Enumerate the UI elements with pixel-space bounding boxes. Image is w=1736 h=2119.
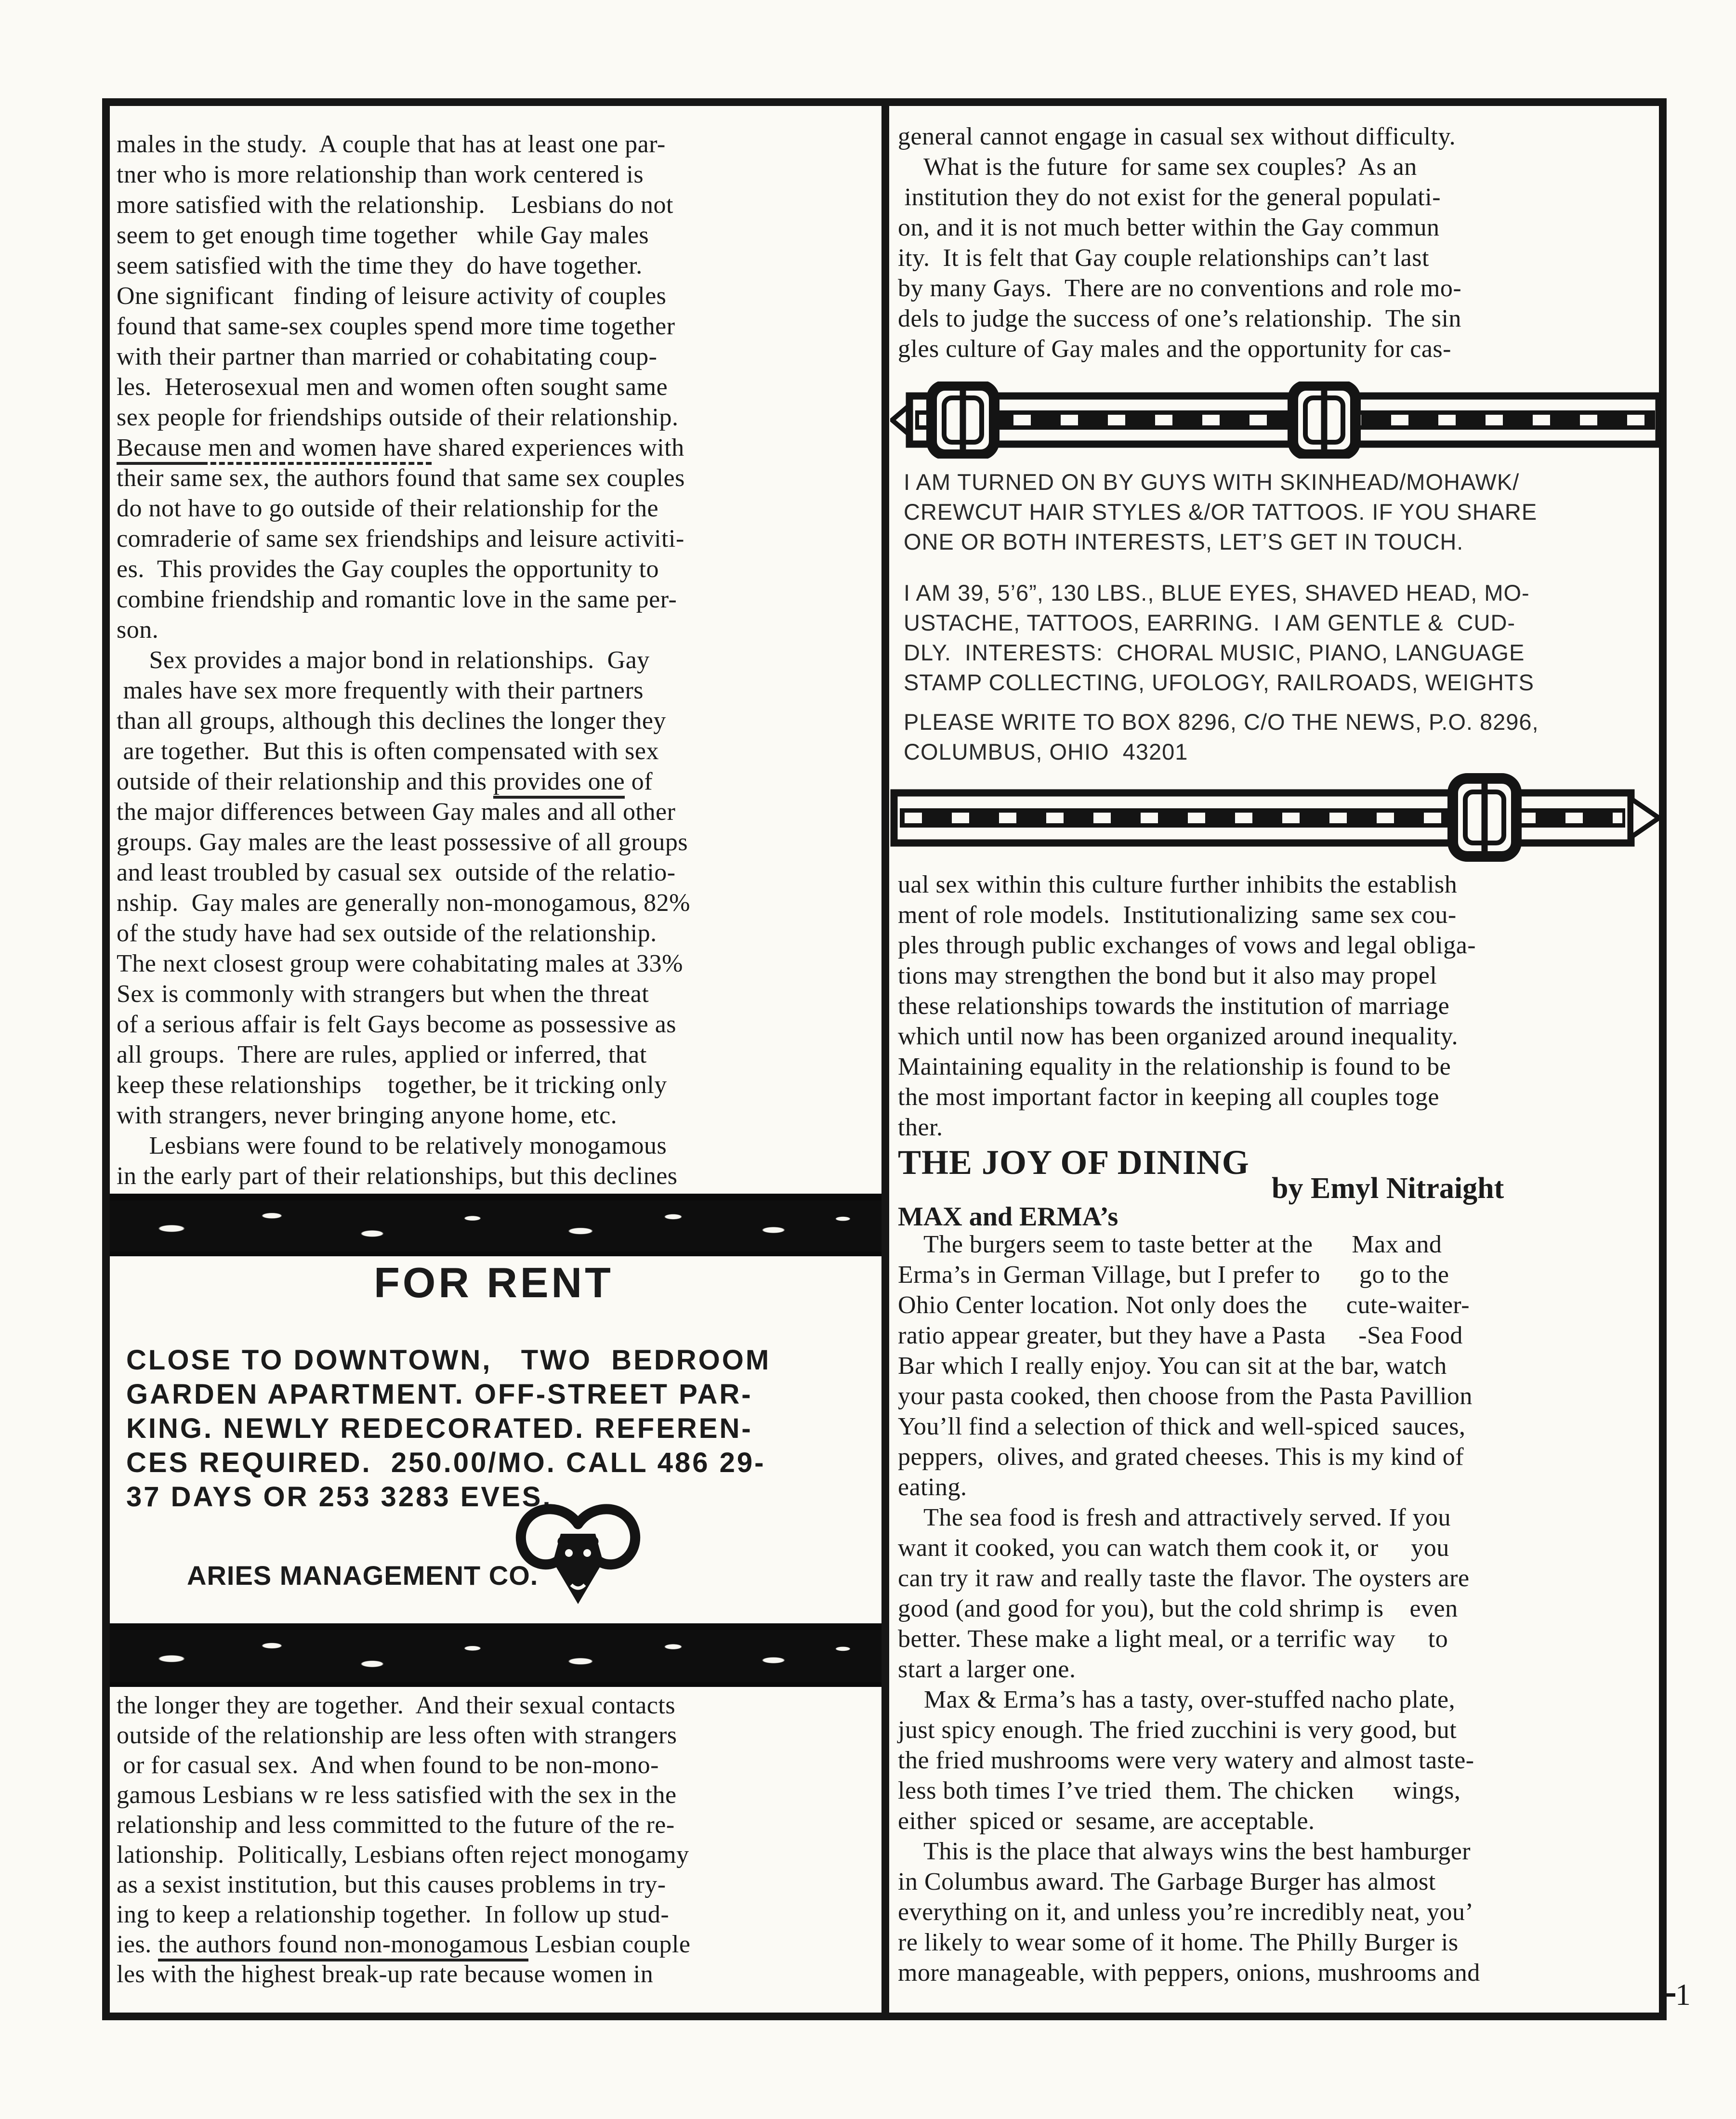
belt-border-top-icon — [890, 382, 1661, 459]
text-line: on, and it is not much better within the Gay commun — [898, 214, 1440, 241]
text-line: sex people for friendships outside of their relationship. — [117, 404, 679, 431]
text-line: in the early part of their relationships, but this declines — [117, 1162, 678, 1190]
text-line: KING. NEWLY REDECORATED. REFEREN- — [126, 1413, 753, 1444]
text-line: ment of role models. Institutionalizing same sex cou- — [898, 901, 1457, 929]
text-line: USTACHE, TATTOOS, EARRING. I AM GENTLE & CUD- — [904, 610, 1516, 635]
page-number-tick — [1659, 1993, 1675, 1997]
for-rent-company-name: ARIES MANAGEMENT CO. — [187, 1560, 539, 1591]
text-line: the most important factor in keeping all couples toge — [898, 1083, 1439, 1111]
text-line: ing to keep a relationship together. In follow up stud- — [117, 1901, 670, 1928]
dining-subhead-restaurant: MAX and ERMA’s — [898, 1202, 1118, 1232]
text-line: nship. Gay males are generally non-monogamous, 82% — [117, 889, 690, 917]
text-line: Maintaining equality in the relationship is found to be — [898, 1053, 1451, 1080]
text-line-underlined: Because men and women have shared experiences with — [117, 433, 877, 463]
text-line: better. These make a light meal, or a terrific way to — [898, 1625, 1448, 1653]
personal-ad-paragraph-2 — [904, 578, 1655, 698]
text-line: GARDEN APARTMENT. OFF-STREET PAR- — [126, 1379, 753, 1410]
text-line: 37 DAYS OR 253 3283 EVES. — [126, 1481, 552, 1513]
dining-section-heading: THE JOY OF DINING — [898, 1143, 1249, 1182]
text-line: lationship. Politically, Lesbians often reject monogamy — [117, 1841, 689, 1869]
text-line: males in the study. A couple that has at least one par- — [117, 131, 666, 158]
text-line: One significant finding of leisure activity of couples — [117, 282, 667, 310]
text-line: ther. — [898, 1114, 943, 1141]
text-line: in Columbus award. The Garbage Burger has almost — [898, 1868, 1436, 1895]
text-line: the fried mushrooms were very watery and almost taste- — [898, 1747, 1474, 1774]
left-article-bottom — [117, 1691, 877, 1989]
text-line: their same sex, the authors found that same sex couples — [117, 464, 685, 492]
text-line: ples through public exchanges of vows and legal obliga- — [898, 932, 1476, 959]
text-line: as a sexist institution, but this causes problems in try- — [117, 1871, 666, 1898]
text-line: with their partner than married or cohabitating coup- — [117, 343, 658, 370]
dining-review-text — [898, 1229, 1657, 1988]
text-line: CREWCUT HAIR STYLES &/OR TATTOOS. IF YOU SHARE — [904, 499, 1538, 525]
text-line: can try it raw and really taste the flavor. The oysters are — [898, 1565, 1470, 1592]
text-line: The next closest group were cohabitating males at 33% — [117, 950, 683, 977]
text-line: comraderie of same sex friendships and leisure activiti- — [117, 525, 684, 553]
text-line: CLOSE TO DOWNTOWN, TWO BEDROOM — [126, 1344, 771, 1376]
text-line: which until now has been organized around inequality. — [898, 1023, 1458, 1050]
text-line: by many Gays. There are no conventions and role mo- — [898, 275, 1462, 302]
text-line: gamous Lesbians w re less satisfied with the sex in the — [117, 1781, 677, 1809]
text-line: of the study have had sex outside of the relationship. — [117, 920, 657, 947]
text-line: les with the highest break-up rate because women in — [117, 1961, 654, 1988]
right-article-top — [898, 121, 1657, 364]
text-line: ity. It is felt that Gay couple relationships can’t last — [898, 244, 1429, 272]
text-line: The sea food is fresh and attractively served. If you — [898, 1504, 1451, 1531]
text-line: re likely to wear some of it home. The Philly Burger is — [898, 1929, 1459, 1956]
text-line: more satisfied with the relationship. Lesbians do not — [117, 191, 673, 219]
text-line: just spicy enough. The fried zucchini is very good, but — [898, 1716, 1457, 1744]
text-line: the longer they are together. And their sexual contacts — [117, 1692, 676, 1719]
text-line: general cannot engage in casual sex without difficulty. — [898, 123, 1456, 150]
text-line: Max & Erma’s has a tasty, over-stuffed nacho plate, — [898, 1686, 1456, 1713]
text-line: les. Heterosexual men and women often sought same — [117, 373, 668, 401]
personal-ad-paragraph-3 — [904, 707, 1655, 767]
text-line: Bar which I really enjoy. You can sit at the bar, watch — [898, 1352, 1447, 1380]
classified-divider-band-bottom — [110, 1623, 881, 1687]
text-line: dels to judge the success of one’s relationship. The sin — [898, 305, 1461, 332]
text-line: Sex provides a major bond in relationships. Gay — [117, 646, 650, 674]
text-line: and least troubled by casual sex outside of the relatio- — [117, 859, 676, 886]
text-line: COLUMBUS, OHIO 43201 — [904, 739, 1188, 764]
text-line: seem satisfied with the time they do have together. — [117, 252, 643, 279]
text-line: good (and good for you), but the cold shrimp is even — [898, 1595, 1458, 1622]
text-line: seem to get enough time together while Gay males — [117, 222, 649, 249]
text-line: I AM TURNED ON BY GUYS WITH SKINHEAD/MOHAWK/ — [904, 469, 1520, 495]
text-line: ual sex within this culture further inhibits the establish — [898, 871, 1458, 898]
text-line: do not have to go outside of their relationship for the — [117, 495, 659, 522]
text-line: with strangers, never bringing anyone home, etc. — [117, 1102, 618, 1129]
text-line: combine friendship and romantic love in the same per- — [117, 586, 677, 613]
text-line: everything on it, and unless you’re incredibly neat, you’ — [898, 1898, 1474, 1926]
text-line: relationship and less committed to the future of the re- — [117, 1811, 675, 1839]
page-number: 1 — [1675, 1977, 1691, 2012]
text-line: Erma’s in German Village, but I prefer to go to the — [898, 1261, 1449, 1289]
text-line: I AM 39, 5’6”, 130 LBS., BLUE EYES, SHAVED HEAD, MO- — [904, 580, 1530, 605]
for-rent-ad-text — [126, 1343, 849, 1514]
text-line: either spiced or sesame, are acceptable. — [898, 1807, 1315, 1835]
text-line: STAMP COLLECTING, UFOLOGY, RAILROADS, WEIGHTS — [904, 670, 1535, 695]
text-line: institution they do not exist for the general populati- — [898, 184, 1441, 211]
text-line: or for casual sex. And when found to be non-mono- — [117, 1751, 659, 1779]
text-line: peppers, olives, and grated cheeses. This is my kind of — [898, 1443, 1464, 1471]
text-line: the major differences between Gay males and all other — [117, 798, 676, 826]
text-line: DLY. INTERESTS: CHORAL MUSIC, PIANO, LANGUAGE — [904, 640, 1525, 665]
belt-border-bottom-icon — [890, 771, 1661, 865]
text-line: your pasta cooked, then choose from the Pasta Pavillion — [898, 1382, 1473, 1410]
ram-logo-icon — [506, 1499, 650, 1610]
text-line: Sex is commonly with strangers but when the threat — [117, 980, 649, 1008]
text-line: groups. Gay males are the least possessive of all groups — [117, 829, 688, 856]
text-line: CES REQUIRED. 250.00/MO. CALL 486 29- — [126, 1447, 766, 1478]
text-line: What is the future for same sex couples? As an — [898, 153, 1417, 181]
text-line: Ohio Center location. Not only does the cute-waiter- — [898, 1291, 1470, 1319]
text-line: The burgers seem to taste better at the Max and — [898, 1231, 1442, 1258]
classified-divider-band-top — [110, 1194, 881, 1256]
personal-ad-paragraph-1 — [904, 467, 1655, 557]
text-line: son. — [117, 616, 159, 644]
dining-byline: by Emyl Nitraight — [1272, 1172, 1504, 1205]
text-line: Lesbians were found to be relatively monogamous — [117, 1132, 667, 1159]
text-line: keep these relationships together, be it tricking only — [117, 1071, 667, 1099]
text-line: ONE OR BOTH INTERESTS, LET’S GET IN TOUCH. — [904, 529, 1464, 554]
text-line: are together. But this is often compensated with sex — [117, 737, 659, 765]
text-line: males have sex more frequently with their partners — [117, 677, 644, 704]
text-line: of a serious affair is felt Gays become as possessive as — [117, 1011, 677, 1038]
text-line: es. This provides the Gay couples the opportunity to — [117, 555, 659, 583]
for-rent-title: FOR RENT — [374, 1259, 614, 1306]
text-line: tions may strengthen the bond but it also may propel — [898, 962, 1437, 989]
right-article-continued — [898, 869, 1657, 1143]
text-line: gles culture of Gay males and the opportunity for cas- — [898, 335, 1451, 363]
column-divider — [881, 98, 889, 2020]
text-line: PLEASE WRITE TO BOX 8296, C/O THE NEWS, P.O. 8296, — [904, 709, 1539, 735]
text-line-underlined: ies. the authors found non-monogamous Lesbian couple — [117, 1930, 877, 1960]
text-line: want it cooked, you can watch them cook it, or you — [898, 1534, 1449, 1562]
text-line: more manageable, with peppers, onions, mushrooms and — [898, 1959, 1480, 1987]
text-line: You’ll find a selection of thick and well-spiced sauces, — [898, 1413, 1466, 1440]
text-line: This is the place that always wins the best hamburger — [898, 1838, 1471, 1865]
text-line: all groups. There are rules, applied or inferred, that — [117, 1041, 647, 1068]
text-line: found that same-sex couples spend more time together — [117, 313, 675, 340]
text-line: start a larger one. — [898, 1656, 1076, 1683]
text-line-underlined: outside of their relationship and this provides one of — [117, 766, 877, 797]
text-line: ratio appear greater, but they have a Pasta -Sea Food — [898, 1322, 1463, 1349]
text-line: tner who is more relationship than work centered is — [117, 161, 644, 188]
text-line: than all groups, although this declines the longer they — [117, 707, 666, 735]
left-article-top — [117, 129, 877, 1191]
text-line: eating. — [898, 1474, 967, 1501]
text-line: these relationships towards the institution of marriage — [898, 992, 1450, 1020]
text-line: outside of the relationship are less often with strangers — [117, 1722, 677, 1749]
text-line: less both times I’ve tried them. The chicken wings, — [898, 1777, 1461, 1804]
